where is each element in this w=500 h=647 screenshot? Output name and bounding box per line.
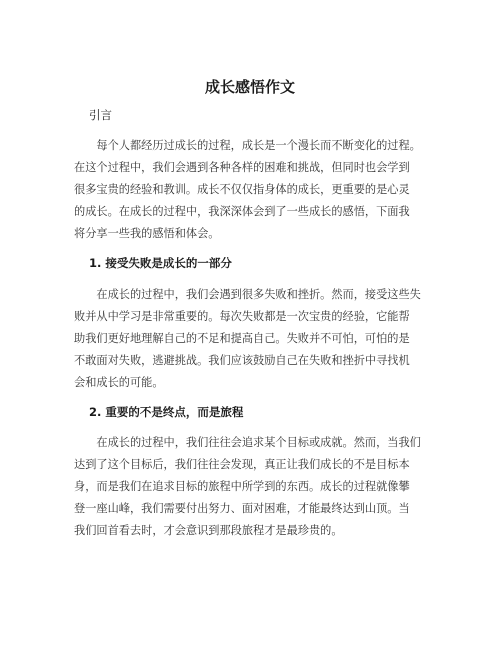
paragraph-line: 每个人都经历过成长的过程，成长是一个漫长而不断变化的过程。 xyxy=(74,139,421,152)
intro-paragraph xyxy=(74,135,429,245)
paragraph-line: 我们回首看去时，才会意识到那段旅程才是最珍贵的。 xyxy=(74,523,343,537)
paragraph-line: 达到了这个目标后，我们往往会发现，真正让我们成长的不是目标本 xyxy=(74,457,410,471)
paragraph-line: 在成长的过程中，我们往往会追求某个目标或成就。然而，当我们 xyxy=(74,436,421,449)
document-title: 成长感悟作文 xyxy=(204,78,295,96)
section-1-heading: 1. 接受失败是成长的一部分 xyxy=(89,256,232,270)
paragraph-line: 助我们更好地理解自己的不足和提高自己。失败并不可怕，可怕的是 xyxy=(74,331,410,345)
paragraph-line: 败并从中学习是非常重要的。每次失败都是一次宝贵的经验，它能帮 xyxy=(74,309,410,323)
paragraph-line: 将分享一些我的感悟和体会。 xyxy=(74,226,220,240)
paragraph-line: 在这个过程中，我们会遇到各种各样的困难和挑战，但同时也会学到 xyxy=(74,160,410,174)
paragraph-line: 登一座山峰，我们需要付出努力、面对困难，才能最终达到山顶。当 xyxy=(74,501,410,515)
paragraph-line: 不敢面对失败，逃避挑战。我们应该鼓励自己在失败和挫折中寻找机 xyxy=(74,353,410,367)
paragraph-line: 在成长的过程中，我们会遇到很多失败和挫折。然而，接受这些失 xyxy=(74,288,421,301)
section-2-heading: 2. 重要的不是终点，而是旅程 xyxy=(89,405,244,419)
intro-heading: 引言 xyxy=(89,108,112,122)
section-2-paragraph xyxy=(74,432,429,542)
paragraph-line: 的成长。在成长的过程中，我深深体会到了一些成长的感悟，下面我 xyxy=(74,204,410,218)
paragraph-line: 会和成长的可能。 xyxy=(74,375,164,389)
paragraph-line: 很多宝贵的经验和教训。成长不仅仅指身体的成长，更重要的是心灵 xyxy=(74,182,410,196)
paragraph-line: 身，而是我们在追求目标的旅程中所学到的东西。成长的过程就像攀 xyxy=(74,479,410,493)
section-1-paragraph xyxy=(74,284,429,394)
